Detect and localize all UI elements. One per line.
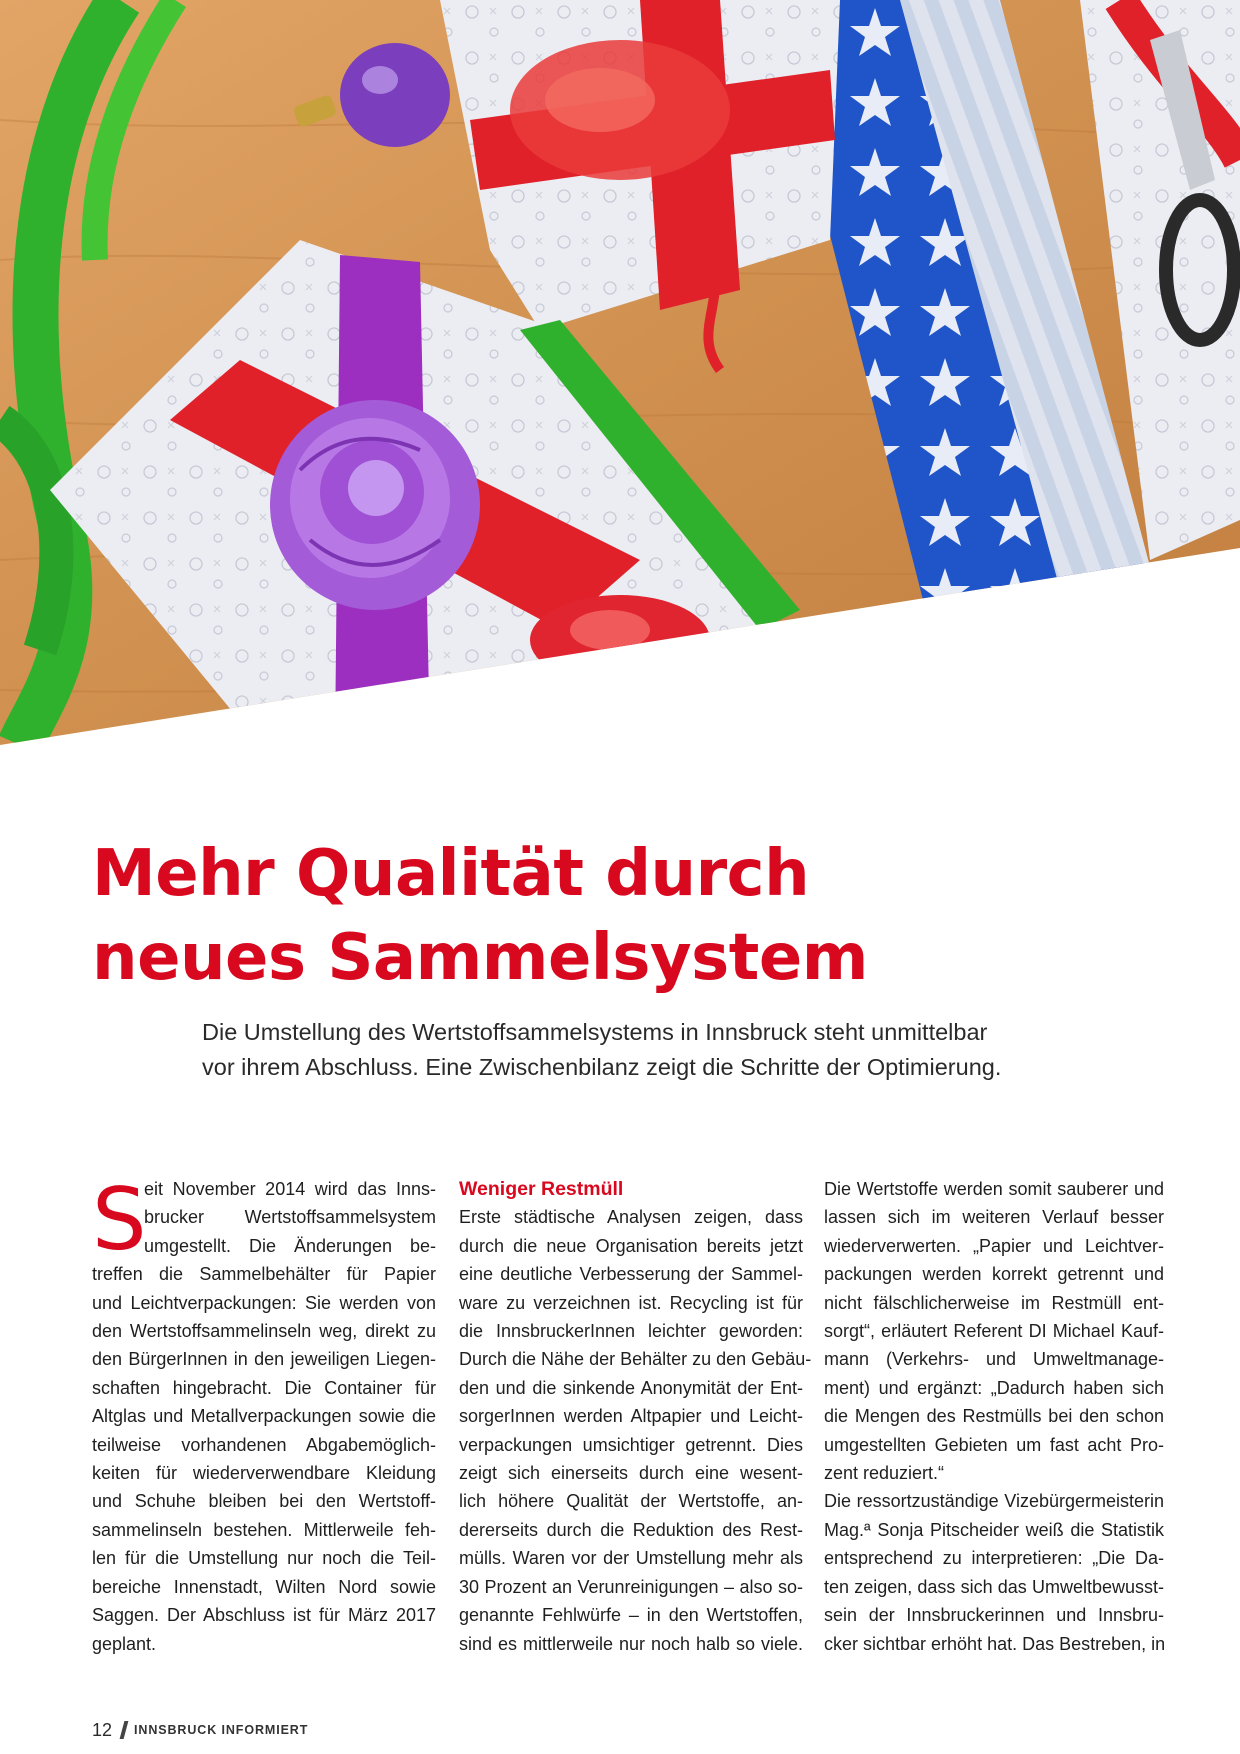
text-line: zeigt sich einerseits durch eine wesent- — [459, 1463, 803, 1484]
text-line: umgestellten Gebieten um fast acht Pro- — [824, 1434, 1164, 1455]
headline — [92, 832, 1172, 1000]
text-line: sorgt“, erläutert Referent DI Michael Kauf- — [824, 1321, 1164, 1342]
text-line: lich höhere Qualität der Wertstoffe, an- — [459, 1491, 803, 1512]
text-line: bereiche Innenstadt, Wilten Nord sowie — [92, 1576, 436, 1597]
text-line: Altglas und Metallverpackungen sowie die — [92, 1406, 436, 1427]
text-line: cker sichtbar erhöht hat. Das Bestreben, in — [824, 1633, 1166, 1654]
text-line: dererseits durch die Reduktion des Rest- — [459, 1519, 803, 1540]
text-line: und Schuhe bleiben bei den Wertstoff- — [92, 1491, 436, 1512]
text-line: treffen die Sammelbehälter für Papier — [92, 1264, 436, 1285]
text-line: durch die neue Organisation bereits jetzt — [459, 1235, 803, 1256]
text-line: sammelinseln bestehen. Mittlerweile feh- — [92, 1519, 436, 1540]
text-line: den Wertstoffsammelinseln weg, direkt zu — [92, 1321, 436, 1342]
text-line: mülls. Waren vor der Umstellung mehr als — [459, 1548, 803, 1569]
text-line: wiederverwerten. „Papier und Leichtver- — [824, 1235, 1164, 1256]
text-line: keiten für wiederverwendbare Kleidung — [92, 1463, 436, 1484]
intro-line-1: Die Umstellung des Wertstoffsammelsystems in Innsbruck steht unmittelbar — [202, 1019, 988, 1045]
text-line: Saggen. Der Abschluss ist für März 2017 — [92, 1605, 436, 1626]
text-line: ware zu verzeichnen ist. Recycling ist für — [459, 1292, 803, 1313]
text-line: den und die sinkende Anonymität der Ent- — [459, 1377, 803, 1398]
headline-line-2: neues Sammelsystem — [92, 921, 868, 995]
headline-line-1: Mehr Qualität durch — [92, 837, 810, 911]
text-line: 30 Prozent an Verunreinigungen – also so- — [459, 1576, 803, 1597]
page-footer — [92, 1718, 308, 1742]
text-line: schaften hingebracht. Die Container für — [92, 1377, 436, 1398]
text-line: verpackungen umsichtiger getrennt. Dies — [459, 1434, 803, 1455]
text-line: Durch die Nähe der Behälter zu den Gebäu- — [459, 1349, 812, 1370]
text-line: ment) und ergänzt: „Dadurch haben sich — [824, 1377, 1164, 1398]
text-line: ten zeigen, dass sich das Umweltbewusst- — [824, 1576, 1164, 1597]
article-column-3 — [824, 1175, 1164, 1658]
text-line: lassen sich im weiteren Verlauf besser — [824, 1207, 1164, 1228]
text-line: eit November 2014 wird das Inns- — [144, 1179, 436, 1199]
text-line: Die ressortzuständige Vizebürgermeisterin — [824, 1491, 1164, 1512]
text-line: die InnsbruckerInnen leichter geworden: — [459, 1321, 803, 1342]
text-line: nicht fälschlicherweise im Restmüll ent- — [824, 1292, 1164, 1313]
subheading: Weniger Restmüll — [459, 1178, 624, 1200]
text-line: zent reduziert.“ — [824, 1463, 945, 1484]
slash-divider-icon — [120, 1721, 129, 1739]
text-line: geplant. — [92, 1633, 157, 1654]
text-line: den BürgerInnen in den jeweiligen Liegen- — [92, 1349, 436, 1370]
text-line: umgestellt. Die Änderungen be- — [144, 1235, 436, 1256]
text-line: Erste städtische Analysen zeigen, dass — [459, 1207, 803, 1228]
intro-lead — [202, 1015, 1162, 1085]
dropcap: S — [92, 1170, 147, 1270]
text-line: Die Wertstoffe werden somit sauberer und — [824, 1179, 1164, 1199]
article-column-2 — [459, 1175, 812, 1658]
intro-line-2: vor ihrem Abschluss. Eine Zwischenbilanz zeigt die Schritte der Optimierung. — [202, 1054, 1002, 1080]
text-line: mann (Verkehrs- und Umweltmanage- — [824, 1349, 1164, 1370]
text-line: len für die Umstellung nur noch die Teil- — [92, 1548, 436, 1569]
article-column-1 — [92, 1170, 436, 1658]
text-line: entsprechend zu interpretieren: „Die Da- — [824, 1548, 1164, 1569]
text-line: sorgerInnen werden Altpapier und Leicht- — [459, 1406, 803, 1427]
text-line: teilweise vorhandenen Abgabemöglich- — [92, 1434, 436, 1455]
hero-photo — [0, 0, 1240, 745]
text-line: sind es mittlerweile nur noch halb so viele. — [459, 1633, 803, 1654]
text-line: und Leichtverpackungen: Sie werden von — [92, 1292, 436, 1313]
publication-name: INNSBRUCK INFORMIERT — [134, 1723, 309, 1737]
text-line: brucker Wertstoffsammelsystem — [144, 1207, 436, 1228]
text-line: sein der Innsbruckerinnen und Innsbru- — [824, 1605, 1164, 1626]
text-line: packungen werden korrekt getrennt und — [824, 1264, 1164, 1285]
text-line: eine deutliche Verbesserung der Sammel- — [459, 1264, 803, 1285]
text-line: genannte Fehlwürfe – in den Wertstoffen, — [459, 1605, 803, 1626]
text-line: die Mengen des Restmülls bei den schon — [824, 1406, 1164, 1427]
text-line: Mag.ª Sonja Pitscheider weiß die Statistik — [824, 1519, 1164, 1540]
page-number: 12 — [92, 1719, 113, 1740]
